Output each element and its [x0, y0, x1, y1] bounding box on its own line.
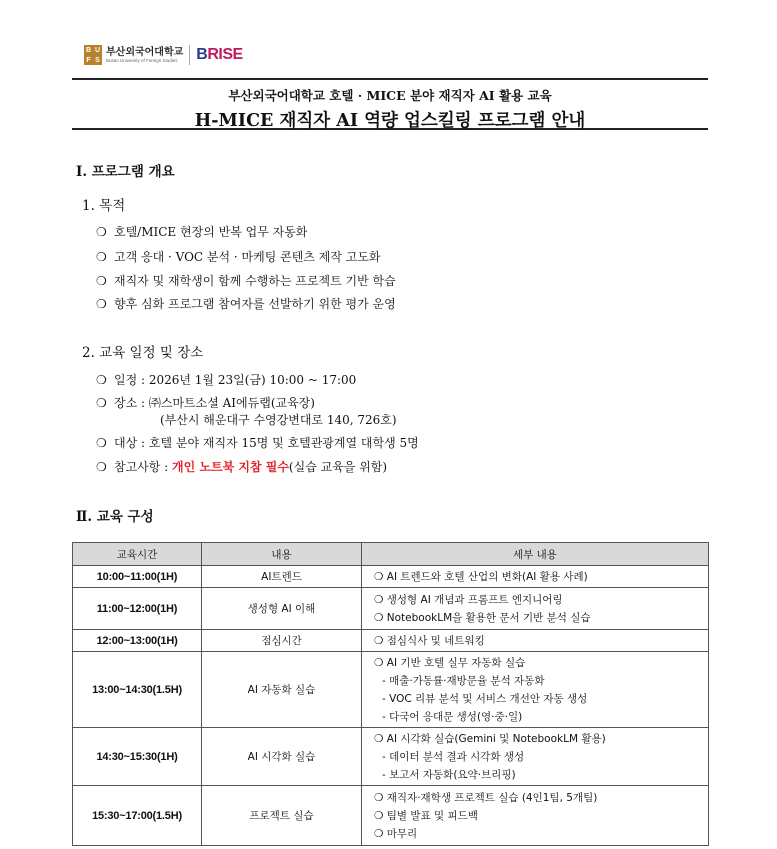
row-details: [362, 786, 709, 846]
detail-line: [374, 789, 702, 807]
row-time: 15:30~17:00(1.5H): [73, 786, 202, 846]
purpose-item: [96, 295, 396, 312]
schedule-target-text: 대상 : 호텔 분야 재직자 15명 및 호텔관광계열 대학생 5명: [114, 436, 419, 450]
document-subtitle: 부산외국어대학교 호텔 · MICE 분야 재직자 AI 활용 교육: [228, 88, 552, 103]
schedule-place: [96, 394, 397, 428]
title-box: [72, 78, 708, 130]
table-header-row: [73, 543, 709, 566]
detail-line: [374, 654, 702, 672]
detail-subline: - 보고서 자동화(요약·브리핑): [382, 768, 516, 781]
row-time: 12:00~13:00(1H): [73, 630, 202, 652]
column-header-content: 내용: [202, 543, 362, 566]
column-header-time: 교육시간: [73, 543, 202, 566]
row-time: 14:30~15:30(1H): [73, 728, 202, 786]
detail-subline: - 매출·가동률·재방문율 분석 자동화: [382, 674, 545, 687]
purpose-item-text: 고객 응대 · VOC 분석 · 마케팅 콘텐츠 제작 고도화: [114, 250, 381, 264]
bufs-letter: U: [94, 46, 101, 54]
circle-bullet-icon: ❍: [374, 809, 384, 822]
detail-text: 생성형 AI 개념과 프롬프트 엔지니어링: [386, 593, 563, 606]
circle-bullet-icon: ❍: [96, 436, 107, 450]
university-name-kr: 부산외국어대학교: [106, 46, 184, 58]
purpose-item-text: 재직자 및 재학생이 함께 수행하는 프로젝트 기반 학습: [114, 274, 396, 288]
detail-subline: - VOC 리뷰 분석 및 서비스 개선안 자동 생성: [382, 692, 588, 705]
schedule-date-text: 일정 : 2026년 1월 23일(금) 10:00 ~ 17:00: [114, 373, 357, 387]
schedule-heading: 2. 교육 일정 및 장소: [82, 345, 204, 361]
schedule-place-text: 장소 : ㈜스마트소셜 AI에듀랩(교육장): [114, 396, 315, 410]
table-row: [73, 728, 709, 786]
detail-subline: - 데이터 분석 결과 시각화 생성: [382, 750, 525, 763]
row-time: 10:00~11:00(1H): [73, 566, 202, 588]
detail-line: [374, 609, 702, 627]
row-details: [362, 566, 709, 588]
purpose-item: [96, 248, 381, 265]
detail-line: [374, 807, 702, 825]
row-details: [362, 630, 709, 652]
table-row: [73, 786, 709, 846]
schedule-target: [96, 434, 419, 451]
row-details: [362, 652, 709, 728]
purpose-item: [96, 223, 307, 240]
circle-bullet-icon: ❍: [374, 611, 384, 624]
purpose-heading: 1. 목적: [82, 198, 126, 214]
circle-bullet-icon: ❍: [374, 570, 384, 583]
row-details: [362, 728, 709, 786]
row-content: AI 자동화 실습: [202, 652, 362, 728]
table-row: [73, 566, 709, 588]
purpose-item-text: 호텔/MICE 현장의 반복 업무 자동화: [114, 225, 308, 239]
bufs-letter: F: [86, 56, 91, 64]
row-content: 생성형 AI 이해: [202, 588, 362, 630]
table-row: [73, 630, 709, 652]
circle-bullet-icon: ❍: [374, 634, 384, 647]
schedule-date: [96, 371, 356, 388]
circle-bullet-icon: ❍: [96, 297, 107, 311]
detail-text: 재직자·재학생 프로젝트 실습 (4인1팀, 5개팀): [386, 791, 598, 804]
circle-bullet-icon: ❍: [96, 396, 107, 410]
header-logos: [84, 44, 243, 66]
row-content: 점심시간: [202, 630, 362, 652]
detail-line: [374, 632, 702, 650]
table-row: [73, 588, 709, 630]
university-name: [106, 47, 183, 64]
circle-bullet-icon: ❍: [374, 827, 384, 840]
bufs-logo-icon: [84, 45, 102, 65]
schedule-note-highlight: 개인 노트북 지참 필수: [172, 460, 289, 474]
bufs-letter: S: [95, 56, 100, 64]
section-2-heading: Ⅱ. 교육 구성: [76, 509, 154, 525]
schedule-note-suffix: (실습 교육을 위함): [288, 460, 388, 474]
circle-bullet-icon: ❍: [96, 225, 107, 239]
schedule-place-address: (부산시 해운대구 수영강변대로 140, 726호): [160, 413, 397, 427]
detail-line: [374, 568, 702, 586]
detail-text: NotebookLM을 활용한 문서 기반 분석 실습: [386, 611, 591, 624]
column-header-details: 세부 내용: [362, 543, 709, 566]
brise-logo-b: B: [196, 46, 208, 63]
row-details: [362, 588, 709, 630]
detail-line: [374, 825, 702, 843]
detail-subline: - 다국어 응대문 생성(영·중·일): [382, 710, 523, 723]
detail-text: AI 시각화 실습(Gemini 및 NotebookLM 활용): [386, 732, 606, 745]
brise-logo-rise: RISE: [207, 46, 243, 63]
document-title: H-MICE 재직자 AI 역량 업스킬링 프로그램 안내: [194, 111, 586, 131]
section-1-heading: Ⅰ. 프로그램 개요: [76, 164, 175, 180]
row-time: 13:00~14:30(1.5H): [73, 652, 202, 728]
circle-bullet-icon: ❍: [96, 460, 107, 474]
purpose-item-text: 향후 심화 프로그램 참여자를 선발하기 위한 평가 운영: [114, 297, 396, 311]
circle-bullet-icon: ❍: [96, 250, 107, 264]
circle-bullet-icon: ❍: [374, 791, 384, 804]
circle-bullet-icon: ❍: [374, 593, 384, 606]
purpose-item: [96, 272, 396, 289]
university-name-en: Busan University of Foreign Studies: [106, 57, 178, 63]
schedule-note: [96, 458, 387, 475]
circle-bullet-icon: ❍: [96, 274, 107, 288]
detail-text: 점심식사 및 네트워킹: [386, 634, 485, 647]
row-content: 프로젝트 실습: [202, 786, 362, 846]
schedule-table: [72, 542, 709, 846]
schedule-note-prefix: 참고사항 :: [114, 460, 173, 474]
circle-bullet-icon: ❍: [374, 732, 384, 745]
detail-line: [374, 730, 702, 748]
logo-divider: [189, 45, 190, 65]
row-time: 11:00~12:00(1H): [73, 588, 202, 630]
detail-text: 마무리: [386, 827, 418, 840]
detail-line: [374, 591, 702, 609]
detail-text: 팀별 발표 및 피드백: [386, 809, 478, 822]
detail-text: AI 트렌드와 호텔 산업의 변화(AI 활용 사례): [386, 570, 588, 583]
circle-bullet-icon: ❍: [96, 373, 107, 387]
table-row: [73, 652, 709, 728]
row-content: AI트렌드: [202, 566, 362, 588]
row-content: AI 시각화 실습: [202, 728, 362, 786]
brise-logo-icon: [196, 46, 242, 64]
bufs-letter: B: [85, 46, 92, 54]
circle-bullet-icon: ❍: [374, 656, 384, 669]
detail-text: AI 기반 호텔 실무 자동화 실습: [386, 656, 526, 669]
